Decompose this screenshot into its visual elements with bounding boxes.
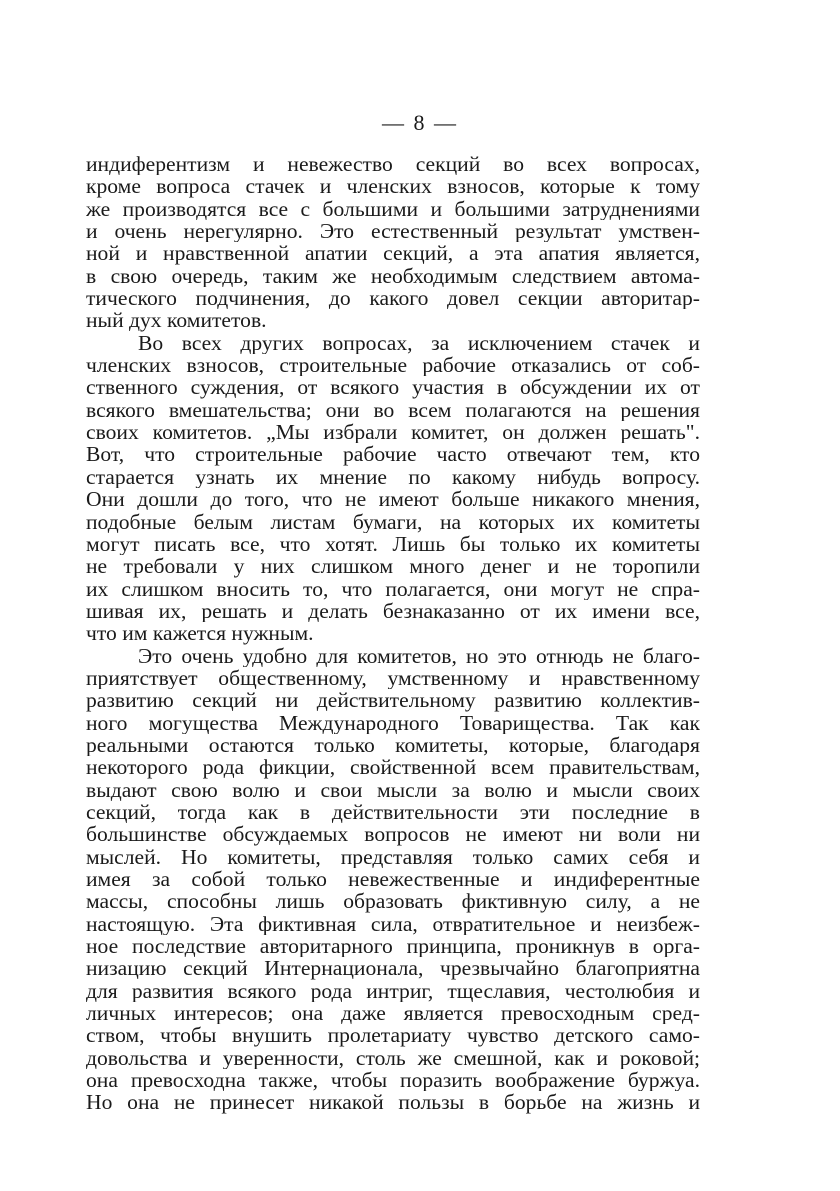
page-number: — 8 —	[382, 110, 458, 135]
text-line: всякого вмешательства; они во всем полагаются на решения	[86, 398, 700, 422]
text-line: же производятся все с большими и большими затруднениями	[86, 197, 700, 221]
text-line: мыслей. Но комитеты, представляя только самих себя и	[86, 845, 700, 868]
text-line: шивая их, решать и делать безнаказанно от их имени все,	[86, 599, 700, 623]
paragraph	[86, 645, 700, 1114]
text-line: и очень нерегулярно. Это естественный результат умствен-	[86, 220, 700, 243]
text-line: настоящую. Эта фиктивная сила, отвратительное и неизбеж-	[86, 912, 700, 936]
text-line: ственного суждения, от всякого участия в обсуждении их от	[86, 376, 700, 399]
text-line: кроме вопроса стачек и членских взносов, которые к тому	[86, 175, 700, 198]
text-line: их слишком вносить то, что полагается, они могут не спра-	[86, 577, 700, 600]
text-line: Но она не принесет никакой пользы в борьбе на жизнь и	[86, 1091, 700, 1114]
text-line: что им кажется нужным.	[86, 622, 314, 645]
text-line: Это очень удобно для комитетов, но это отнюдь не благо-	[138, 644, 700, 667]
text-line: Они дошли до того, что не имеют больше никакого мнения,	[86, 488, 700, 511]
text-line: членских взносов, строительные рабочие отказались от соб-	[86, 354, 700, 377]
text-line: низацию секций Интернационала, чрезвычайно благоприятна	[86, 957, 700, 980]
paragraph	[86, 332, 700, 645]
text-line: ного могущества Международного Товарищества. Так как	[86, 711, 700, 734]
text-line: реальными остаются только комитеты, которые, благодаря	[86, 733, 700, 757]
text-line: не требовали у них слишком много денег и не торопили	[86, 555, 700, 578]
text-line: ное последствие авторитарного принципа, проникнув в орга-	[86, 935, 700, 958]
text-line: выдают свою волю и свои мысли за волю и мысли своих	[86, 778, 700, 801]
text-line: Во всех других вопросах, за исключением стачек и	[138, 331, 700, 355]
text-line: ный дух комитетов.	[86, 309, 267, 332]
text-line: приятствует общественному, умственному и нравственному	[86, 666, 700, 690]
text-line: массы, способны лишь образовать фиктивную силу, а не	[86, 890, 700, 913]
text-line: довольства и уверенности, столь же смешной, как и роковой;	[86, 1046, 700, 1070]
text-line: Вот, что строительные рабочие часто отвечают тем, кто	[86, 443, 700, 466]
text-line: ной и нравственной апатии секций, а эта апатия является,	[86, 242, 700, 265]
text-line: большинстве обсуждаемых вопросов не имеют ни воли ни	[86, 823, 700, 846]
text-line: некоторого рода фикции, свойственной всем правительствам,	[86, 756, 700, 779]
text-line: тического подчинения, до какого довел секции авторитар-	[86, 287, 700, 310]
text-line: индиферентизм и невежество секций во всех вопросах,	[86, 153, 700, 176]
paragraph	[86, 153, 700, 332]
text-line: могут писать все, что хотят. Лишь бы только их комитеты	[86, 532, 700, 556]
text-line: имея за собой только невежественные и индиферентные	[86, 868, 700, 891]
text-line: старается узнать их мнение по какому нибудь вопросу.	[86, 465, 700, 489]
text-line: ством, чтобы внушить пролетариату чувство детского само-	[86, 1024, 700, 1047]
text-line: секций, тогда как в действительности эти последние в	[86, 800, 700, 824]
text-line: личных интересов; она даже является превосходным сред-	[86, 1002, 700, 1025]
text-line: в свою очередь, таким же необходимым следствием автома-	[86, 264, 700, 288]
text-line: подобные белым листам бумаги, на которых их комитеты	[86, 510, 700, 533]
text-line: своих комитетов. „Мы избрали комитет, он должен решать".	[86, 421, 700, 444]
text-line: для развития всякого рода интриг, тщеславия, честолюбия и	[86, 979, 700, 1003]
text-line: развитию секций ни действительному развитию коллектив-	[86, 689, 700, 712]
text-line: она превосходна также, чтобы поразить воображение буржуа.	[86, 1069, 700, 1092]
body-text	[86, 153, 700, 1114]
